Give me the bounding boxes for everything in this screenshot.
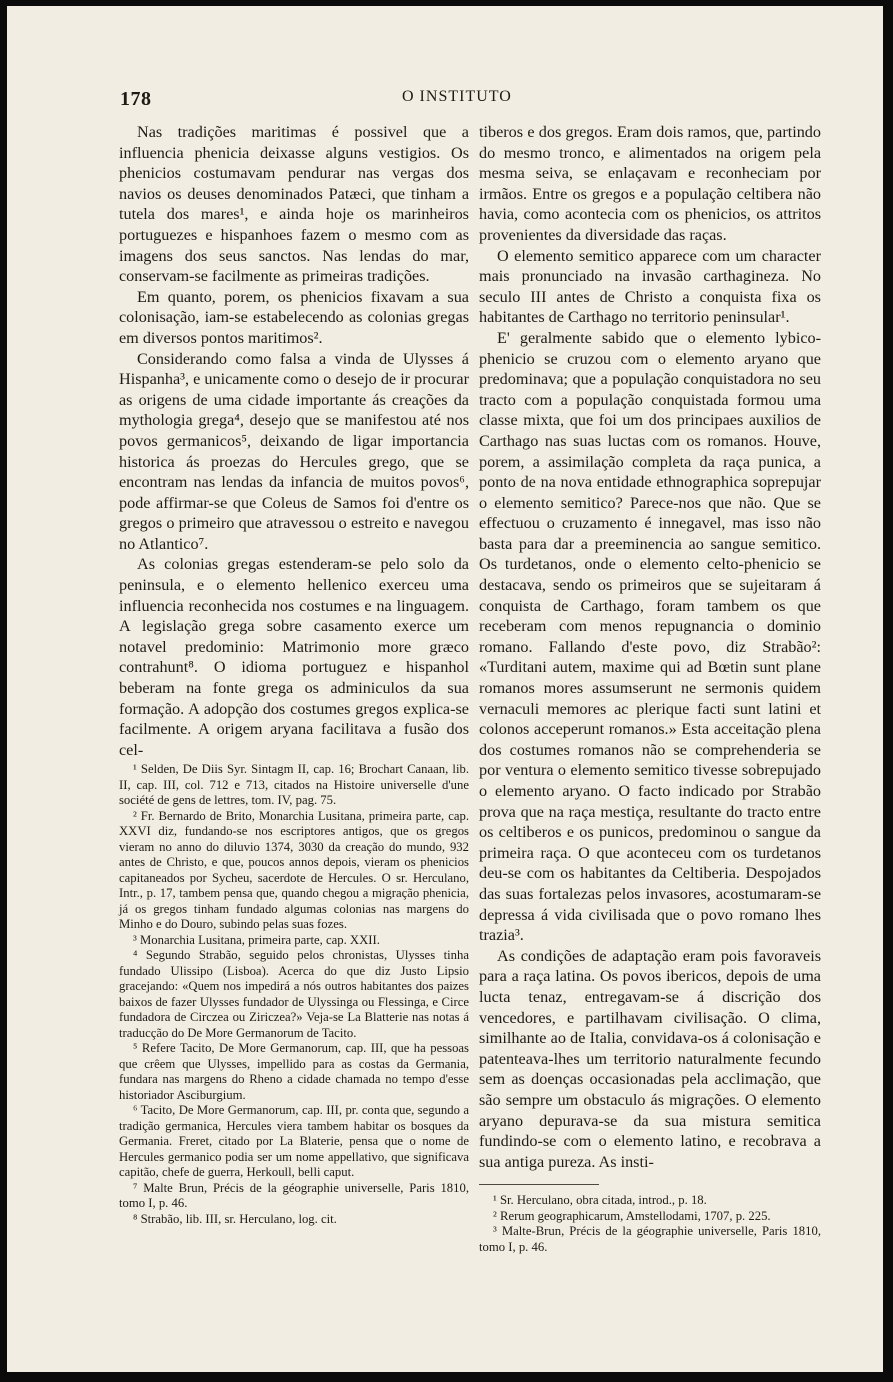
paragraph: Em quanto, porem, os phenicios fixavam a sua colonisação, iam-se estabelecendo as colonias gregas em diversos pontos maritimos².	[119, 287, 469, 347]
paragraph: E' geralmente sabido que o elemento lybico-phenicio se cruzou com o elemento aryano que predominava; que a população conquistadora no seu tracto com a população conquistada formou uma classe mixta, que foi um dos principaes auxilios de Carthago nas suas luctas com os romanos. Houve, porem, a assimilação completa da raça punica, a ponto de na nova entidade ethnographica soprepujar o elemento semitico? Parece-nos que não. Que se effectuou o cruzamento é innegavel, mas isso não basta para dar a preeminencia ao sangue semitico. Os turdetanos, onde o elemento celto-phenicio se destacava, sendo os primeiros que se sujeitaram á conquista de Carthago, foram tambem os que receberam com menos repugnancia o dominio romano. Fallando d'este povo, diz Strabão²: «Turditani autem, maxime qui ad Bœtin sunt plane romanos mores assumserunt ne sermonis quidem vernaculi memores ac plerique facti sunt latini et colonos acceperunt romanos.» Esta acceitação plena dos costumes romanos não se comprehenderia se por ventura o elemento semitico tivesse sobrepujado o elemento aryano. O facto indicado por Strabão prova que na raça mestiça, resultante do tracto entre os celtiberos e os punicos, predominou o sangue da primeira raça. O que aconteceu com os turdetanos deu-se com os habitantes da Celtiberia. Despojados das suas fortalezas pelos invasores, acostumaram-se depressa á vida civilisada que o povo romano lhes trazia³.	[479, 328, 821, 945]
paragraph: As colonias gregas estenderam-se pelo solo da peninsula, e o elemento hellenico exerceu uma influencia reconhecida nos costumes e na linguagem. A legislação grega sobre casamento exerce um notavel predominio: Matrimonio more græco contrahunt⁸. O idioma portuguez e hispanhol beberam na fonte grega os adminiculos da sua formação. A adopção dos costumes gregos explica-se facilmente. A origem aryana facilitava a fusão dos cel-	[119, 555, 469, 759]
footnote: ⁴ Segundo Strabão, seguido pelos chronistas, Ulysses tinha fundado Ulissipo (Lisboa). Acerca do que diz Justo Lipsio gracejando: «Quem nos impedirá a nós outros habitantes dos paizes baixos de fazer Ulysses fundador de Ulyssinga ou Flessinga, e Circe fundadora de Circzea ou Ziriczea?» Veja-se La Blatterie nas notas á traducção do De More Germanorum de Tacito.	[119, 948, 469, 1040]
left-body-text	[119, 122, 469, 760]
footnote: ⁸ Strabão, lib. III, sr. Herculano, log. cit.	[133, 1211, 337, 1226]
footnote: ¹ Sr. Herculano, obra citada, introd., p. 18.	[493, 1193, 707, 1208]
book-page	[7, 6, 883, 1372]
footnote: ⁷ Malte Brun, Précis de la géographie universelle, Paris 1810, tomo I, p. 46.	[119, 1180, 469, 1211]
footnote: ¹ Selden, De Diis Syr. Sintagm II, cap. 16; Brochart Canaan, lib. II, cap. III, col. 712 e 713, citados na Histoire universelle d'une société de gens de lettres, tom. IV, pag. 75.	[119, 762, 469, 808]
left-column	[119, 122, 469, 1227]
footnote: ³ Malte-Brun, Précis de la géographie universelle, Paris 1810, tomo I, p. 46.	[479, 1224, 821, 1254]
right-column	[479, 122, 821, 1255]
page-header	[7, 88, 883, 118]
footnote: ⁶ Tacito, De More Germanorum, cap. III, pr. conta que, segundo a tradição germanica, Hercules viera tambem habitar os bosques da Germania. Freret, citado por La Blaterie, pensa que o nome de Hercules germanico podia ser um nome appellativo, que significava capitão, chefe de guerra, Herkoull, belli caput.	[119, 1103, 469, 1180]
page-number: 178	[120, 88, 152, 110]
paragraph: tiberos e dos gregos. Eram dois ramos, que, partindo do mesmo tronco, e alimentados na origem pela mesma seiva, se enlaçavam e reconheciam por irmãos. Entre os gregos e a população celtibera não havia, como acontecia com os phenicios, os attritos provenientes da diversidade das raças.	[479, 123, 821, 244]
paragraph: Considerando como falsa a vinda de Ulysses á Hispanha³, e unicamente como o desejo de ir procurar as origens de uma cidade importante ás creações da mythologia grega⁴, desejo que se manifestou até nos povos germanicos⁵, deixando de ligar importancia historica ás proezas do Hercules grego, que se encontram nas lendas da infancia de muitos povos⁶, pode affirmar-se que Coleus de Samos foi d'entre os gregos o primeiro que atravessou o estreito e navegou no Atlantico⁷.	[119, 349, 469, 553]
paragraph: As condições de adaptação eram pois favoraveis para a raça latina. Os povos ibericos, depois de uma lucta tenaz, entregavam-se á discrição dos vencedores, e partilhavam civilisação. O clima, similhante ao de Italia, convidava-os á colonisação e patenteava-lhes um territorio naturalmente fecundo sem as doenças occasionadas pela acclimação, que são sempre um obstaculo ás migrações. O elemento aryano depurava-se da sua mistura semitica fundindo-se com o elemento latino, e recobrava a sua antiga pureza. As insti-	[479, 946, 821, 1171]
footnote: ³ Monarchia Lusitana, primeira parte, cap. XXII.	[133, 932, 380, 947]
paragraph: O elemento semitico apparece com um character mais pronunciado na invasão carthagineza. No seculo III antes de Christo a conquista fixa os habitantes de Carthago no territorio peninsular¹.	[479, 246, 821, 327]
left-footnotes	[119, 762, 469, 1227]
footnote: ⁵ Refere Tacito, De More Germanorum, cap. III, que ha pessoas que crêem que Ulysses, impellido para as costas da Germania, fundara nas margens do Rheno a cidade chamada no tempo d'esse historiador Asciburgium.	[119, 1041, 469, 1102]
paragraph: Nas tradições maritimas é possivel que a influencia phenicia deixasse alguns vestigios. Os phenicios costumavam pendurar nas vergas dos navios os deuses denominados Patæci, que tinham a tutela dos mares¹, e ainda hoje os marinheiros portuguezes e hispanhoes fazem o mesmo com as imagens dos seus sanctos. Nas lendas do mar, conservam-se facilmente as primeiras tradições.	[119, 123, 469, 286]
footnote: ² Fr. Bernardo de Brito, Monarchia Lusitana, primeira parte, cap. XXVI diz, fundando-se nos escriptores antigos, que os gregos vieram no anno do diluvio 1374, 3030 da creação do mundo, 932 antes de Christo, e que, poucos annos depois, vieram os phenicios capitaneados por Sycheu, sacerdote de Hercules. O sr. Herculano, Intr., p. 17, tambem pensa que, quando chegou a migração phenicia, já os gregos tinham fundado algumas colonias nas margens do Minho e do Douro, subindo pelas suas fozes.	[119, 808, 469, 932]
footnote: ² Rerum geographicarum, Amstellodami, 1707, p. 225.	[493, 1208, 771, 1223]
right-body-text	[479, 122, 821, 1172]
footnote-divider	[479, 1184, 599, 1185]
running-title: O INSTITUTO	[402, 88, 512, 105]
right-footnotes	[479, 1193, 821, 1255]
